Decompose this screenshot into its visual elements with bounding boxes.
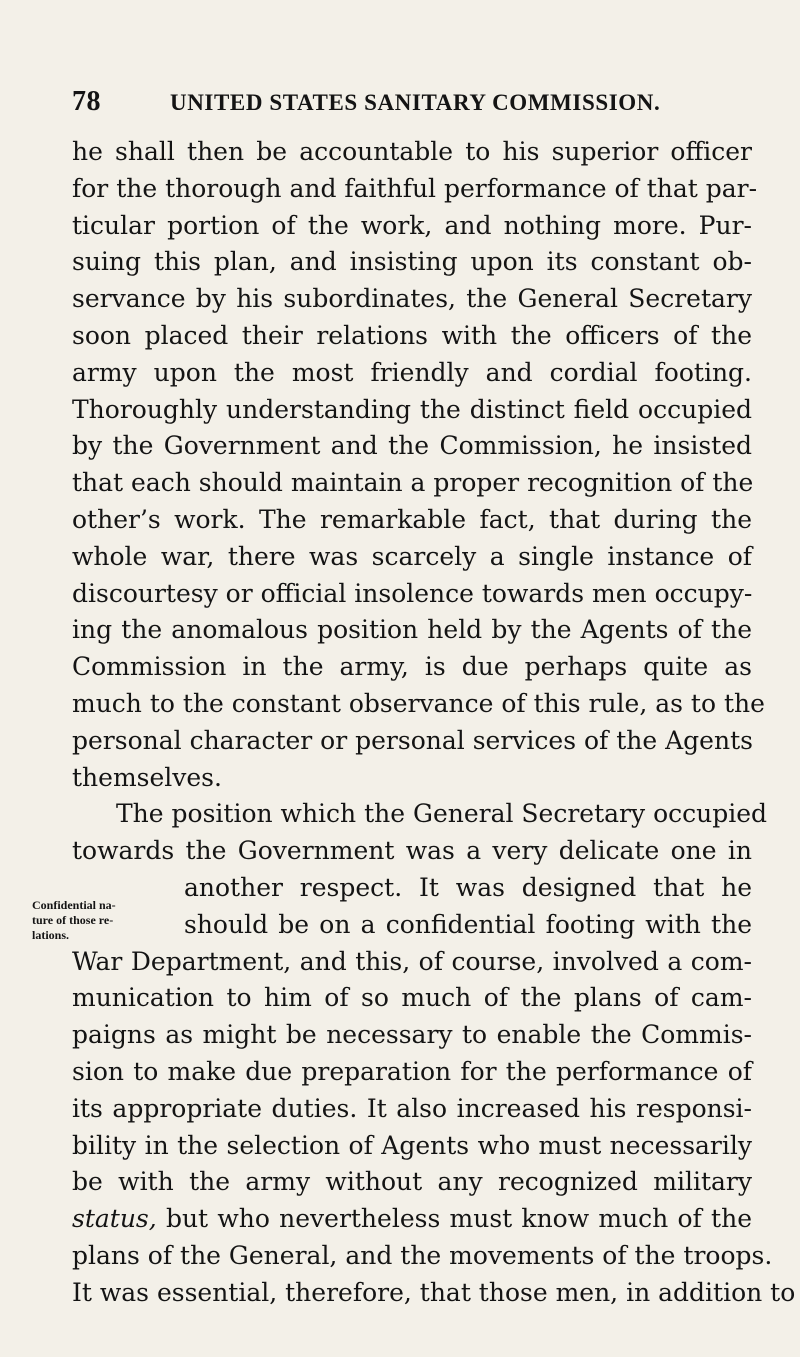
text-line: other’s work. The remarkable fact, that during the [72, 504, 752, 534]
text-line: for the thorough and faithful performance of that par- [72, 173, 758, 203]
text-line: sion to make due preparation for the performance of [72, 1056, 752, 1086]
text-line: servance by his subordinates, the General Secretary [72, 284, 752, 314]
text-line: its appropriate duties. It also increased his responsi- [72, 1093, 752, 1123]
text-line: much to the constant observance of this rule, as to the [72, 688, 765, 718]
text-line: paigns as might be necessary to enable the Commis- [72, 1020, 752, 1050]
margin-note-line: Confidential na- [32, 898, 116, 912]
text-line: themselves. [72, 762, 222, 792]
running-title: UNITED STATES SANITARY COMMISSION. [170, 90, 661, 115]
text-line: War Department, and this, of course, involved a com- [72, 946, 752, 976]
text-line: army upon the most friendly and cordial footing. [72, 357, 752, 387]
text-line: suing this plan, and insisting upon its constant ob- [72, 247, 752, 277]
text-line: Thoroughly understanding the distinct field occupied [72, 394, 752, 424]
page-number: 78 [72, 86, 101, 117]
text-line: by the Government and the Commission, he insisted [72, 431, 752, 461]
text-line: ticular portion of the work, and nothing more. Pur- [72, 210, 752, 240]
italic-word: status, [72, 1204, 157, 1234]
text-line: towards the Government was a very delicate one in [72, 836, 752, 866]
text-line: plans of the General, and the movements of the troops. [72, 1240, 773, 1270]
text-line: munication to him of so much of the plans of cam- [72, 983, 752, 1013]
text-line: he shall then be accountable to his superior officer [72, 137, 752, 166]
margin-note-line: ture of those re- [32, 913, 114, 927]
text-line: personal character or personal services of the Agents [72, 725, 753, 755]
text-line: be with the army without any recognized military [72, 1167, 752, 1197]
running-head [72, 86, 752, 122]
text-line: whole war, there was scarcely a single instance of [72, 541, 752, 571]
text-line-with-italic [72, 1201, 752, 1238]
margin-note-line: lations. [32, 928, 70, 942]
text-line: soon placed their relations with the officers of the [72, 320, 752, 350]
text-line: bility in the selection of Agents who must necessarily [72, 1130, 752, 1160]
text-line: that each should maintain a proper recognition of the [72, 468, 754, 498]
text-line: Commission in the army, is due perhaps quite as [72, 652, 752, 682]
text-line: The position which the General Secretary occupied [116, 799, 768, 829]
text-line: should be on a confidential footing with the [184, 909, 752, 939]
text-line: discourtesy or official insolence towards men occupy- [72, 578, 753, 608]
text-line: ing the anomalous position held by the Agents of the [72, 615, 752, 645]
text-line-rest: but who nevertheless must know much of the [165, 1204, 752, 1234]
text-line: It was essential, therefore, that those men, in addition to [72, 1277, 796, 1307]
text-line: another respect. It was designed that he [184, 872, 752, 902]
body-text [72, 134, 796, 1312]
